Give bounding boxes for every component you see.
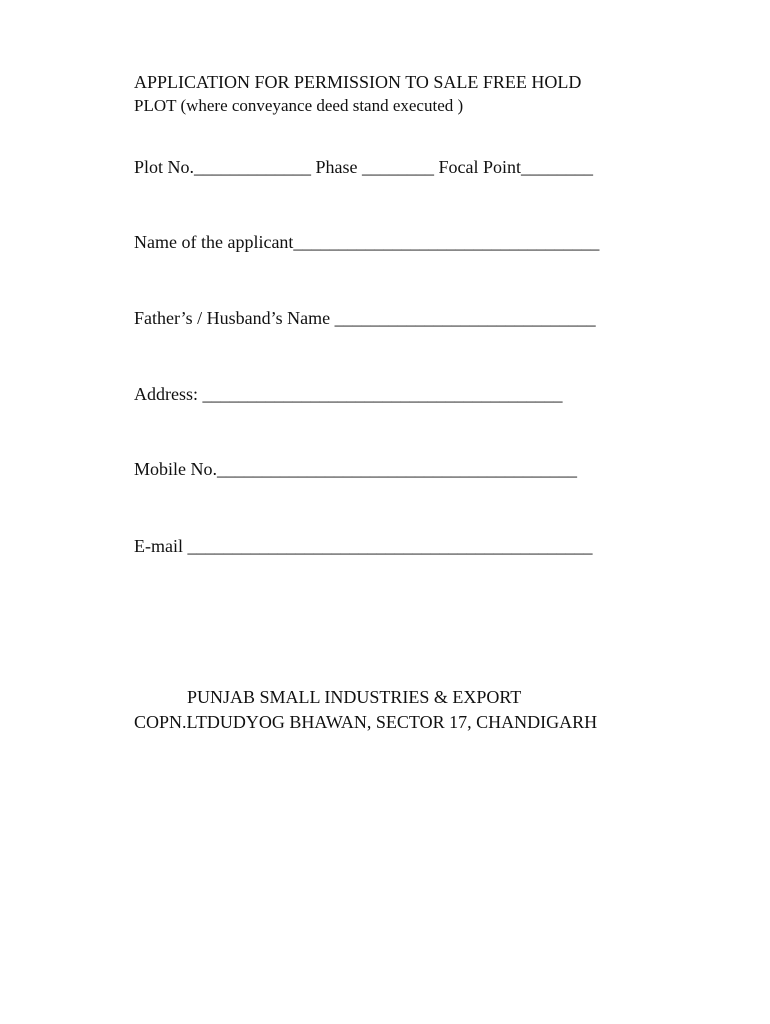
mobile-number-field[interactable]: Mobile No.________________________________________ (134, 459, 577, 479)
form-title-line-1: APPLICATION FOR PERMISSION TO SALE FREE HOLD (134, 72, 582, 92)
organization-name-line-1: PUNJAB SMALL INDUSTRIES & EXPORT (187, 687, 522, 707)
email-field[interactable]: E-mail _____________________________________________ (134, 536, 593, 556)
address-field[interactable]: Address: ________________________________________ (134, 384, 563, 404)
father-husband-name-field[interactable]: Father’s / Husband’s Name _____________________________ (134, 308, 596, 328)
organization-name-line-2: COPN.LTDUDYOG BHAWAN, SECTOR 17, CHANDIGARH (134, 712, 598, 732)
form-title-line-2: PLOT (where conveyance deed stand executed ) (134, 96, 464, 115)
plot-phase-focal-point-field[interactable]: Plot No._____________ Phase ________ Focal Point________ (134, 157, 594, 177)
applicant-name-field[interactable]: Name of the applicant__________________________________ (134, 232, 600, 252)
